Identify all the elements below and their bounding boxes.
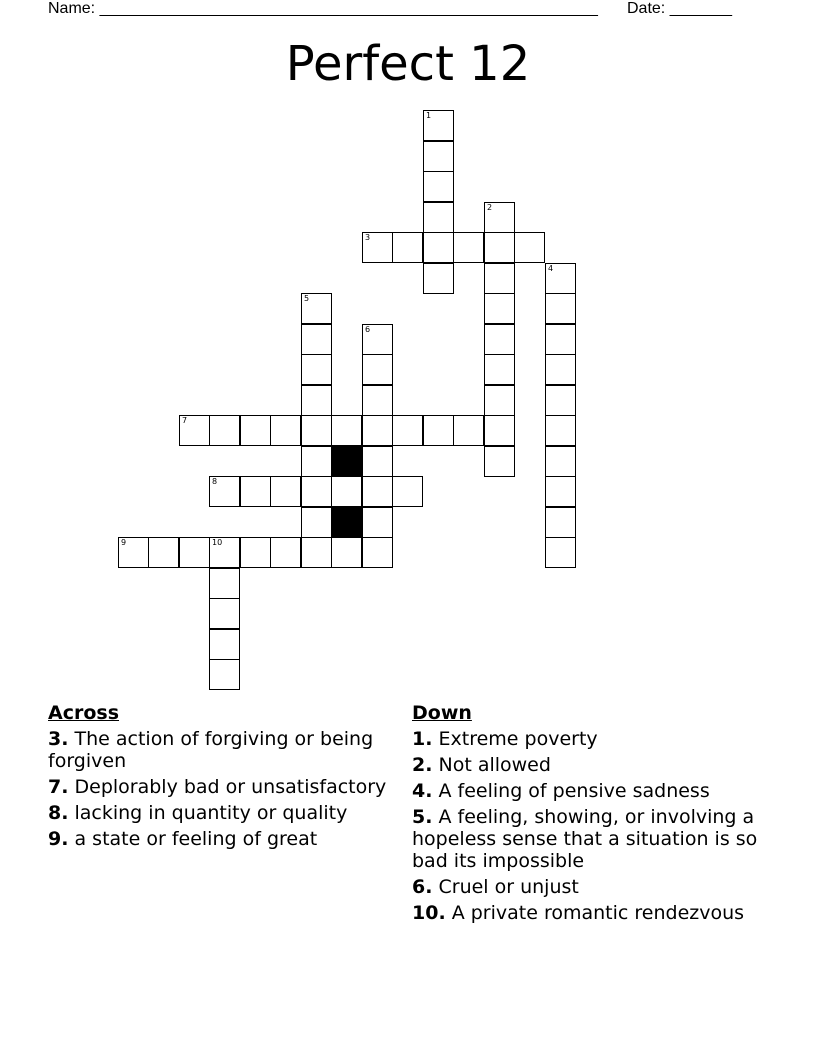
grid-cell[interactable]: [545, 446, 576, 477]
across-heading: Across: [48, 702, 120, 724]
grid-cell[interactable]: [209, 415, 240, 446]
grid-cell[interactable]: [545, 324, 576, 355]
grid-cell[interactable]: [423, 110, 454, 141]
clue-item-text: lacking in quantity or quality: [68, 802, 348, 824]
grid-cell[interactable]: [484, 263, 515, 294]
grid-cell[interactable]: [423, 141, 454, 172]
name-field-label: Name: ________________________________________________________: [48, 0, 598, 17]
grid-cell[interactable]: [484, 446, 515, 477]
grid-cell[interactable]: [453, 415, 484, 446]
grid-cell[interactable]: [484, 415, 515, 446]
clue-item-text: The action of forgiving or being forgiven: [48, 728, 374, 772]
date-field-label: Date: _______: [627, 0, 732, 17]
clue-number: 1: [426, 111, 432, 120]
grid-cell[interactable]: [270, 537, 301, 568]
grid-cell[interactable]: [484, 293, 515, 324]
grid-cell[interactable]: [362, 324, 393, 355]
grid-cell[interactable]: [331, 537, 362, 568]
clue-item: [412, 728, 772, 750]
clue-item: [48, 802, 388, 824]
clue-item: [48, 776, 388, 798]
grid-cell[interactable]: [423, 415, 454, 446]
grid-cell[interactable]: [148, 537, 179, 568]
clue-item-number: 2.: [412, 754, 433, 776]
grid-cell[interactable]: [362, 415, 393, 446]
clue-item-text: A feeling, showing, or involving a hopeless sense that a situation is so bad its impossible: [412, 806, 758, 872]
grid-cell[interactable]: [545, 263, 576, 294]
grid-cell[interactable]: [209, 598, 240, 629]
grid-cell[interactable]: [362, 232, 393, 263]
puzzle-title: Perfect 12: [285, 36, 531, 92]
across-clues: [48, 702, 388, 854]
grid-cell[interactable]: [240, 415, 271, 446]
clue-number: 2: [487, 203, 493, 212]
grid-cell[interactable]: [545, 415, 576, 446]
grid-cell[interactable]: [545, 476, 576, 507]
clue-item: [412, 876, 772, 898]
down-heading: Down: [412, 702, 472, 724]
grid-cell[interactable]: [545, 293, 576, 324]
grid-block: [331, 446, 362, 477]
clue-item-text: a state or feeling of great: [68, 828, 318, 850]
grid-cell[interactable]: [362, 354, 393, 385]
grid-cell[interactable]: [423, 232, 454, 263]
clue-number: 6: [365, 325, 371, 334]
grid-cell[interactable]: [118, 537, 149, 568]
grid-cell[interactable]: [423, 171, 454, 202]
clue-item-text: A private romantic rendezvous: [445, 902, 745, 924]
grid-cell[interactable]: [301, 446, 332, 477]
clue-item-number: 3.: [48, 728, 69, 750]
clue-item-number: 1.: [412, 728, 433, 750]
grid-cell[interactable]: [270, 476, 301, 507]
grid-cell[interactable]: [362, 385, 393, 416]
grid-cell[interactable]: [484, 324, 515, 355]
clue-item-number: 5.: [412, 806, 433, 828]
clue-number: 7: [182, 416, 188, 425]
grid-cell[interactable]: [545, 354, 576, 385]
clue-number: 8: [212, 477, 218, 486]
grid-cell[interactable]: [331, 415, 362, 446]
grid-cell[interactable]: [301, 537, 332, 568]
grid-cell[interactable]: [270, 415, 301, 446]
grid-cell[interactable]: [514, 232, 545, 263]
grid-cell[interactable]: [362, 507, 393, 538]
grid-cell[interactable]: [209, 476, 240, 507]
grid-cell[interactable]: [392, 476, 423, 507]
grid-cell[interactable]: [240, 476, 271, 507]
grid-cell[interactable]: [209, 568, 240, 599]
grid-cell[interactable]: [484, 354, 515, 385]
clue-item-number: 10.: [412, 902, 446, 924]
grid-cell[interactable]: [301, 507, 332, 538]
clue-item-number: 9.: [48, 828, 69, 850]
grid-cell[interactable]: [209, 537, 240, 568]
grid-cell[interactable]: [423, 263, 454, 294]
grid-cell[interactable]: [331, 476, 362, 507]
clue-item-text: Deplorably bad or unsatisfactory: [68, 776, 387, 798]
grid-cell[interactable]: [301, 476, 332, 507]
grid-cell[interactable]: [179, 537, 210, 568]
clue-item-text: Cruel or unjust: [432, 876, 579, 898]
grid-cell[interactable]: [545, 507, 576, 538]
grid-cell[interactable]: [209, 659, 240, 690]
grid-cell[interactable]: [301, 293, 332, 324]
grid-cell[interactable]: [301, 415, 332, 446]
grid-cell[interactable]: [453, 232, 484, 263]
grid-cell[interactable]: [362, 446, 393, 477]
grid-cell[interactable]: [484, 202, 515, 233]
clue-number: 3: [365, 233, 371, 242]
clue-number: 4: [548, 264, 554, 273]
clue-item: [48, 828, 388, 850]
grid-cell[interactable]: [392, 415, 423, 446]
clue-number: 10: [212, 538, 223, 547]
grid-cell[interactable]: [362, 537, 393, 568]
clue-number: 5: [304, 294, 310, 303]
grid-block: [331, 507, 362, 538]
grid-cell[interactable]: [484, 232, 515, 263]
grid-cell[interactable]: [301, 354, 332, 385]
clue-item: [412, 902, 772, 924]
clue-item-number: 6.: [412, 876, 433, 898]
clue-item: [412, 806, 772, 872]
clue-item-number: 4.: [412, 780, 433, 802]
grid-cell[interactable]: [301, 385, 332, 416]
grid-cell[interactable]: [545, 385, 576, 416]
clue-item-number: 7.: [48, 776, 69, 798]
grid-cell[interactable]: [484, 385, 515, 416]
down-clues: [412, 702, 772, 928]
clue-item: [412, 754, 772, 776]
clue-number: 9: [121, 538, 127, 547]
grid-cell[interactable]: [362, 476, 393, 507]
clue-item: [412, 780, 772, 802]
clue-item-text: Not allowed: [432, 754, 551, 776]
grid-cell[interactable]: [545, 537, 576, 568]
grid-cell[interactable]: [240, 537, 271, 568]
clue-item-text: Extreme poverty: [432, 728, 598, 750]
grid-cell[interactable]: [392, 232, 423, 263]
clue-item: [48, 728, 388, 772]
grid-cell[interactable]: [423, 202, 454, 233]
clue-item-number: 8.: [48, 802, 69, 824]
grid-cell[interactable]: [301, 324, 332, 355]
grid-cell[interactable]: [209, 629, 240, 660]
grid-cell[interactable]: [179, 415, 210, 446]
clue-item-text: A feeling of pensive sadness: [432, 780, 710, 802]
